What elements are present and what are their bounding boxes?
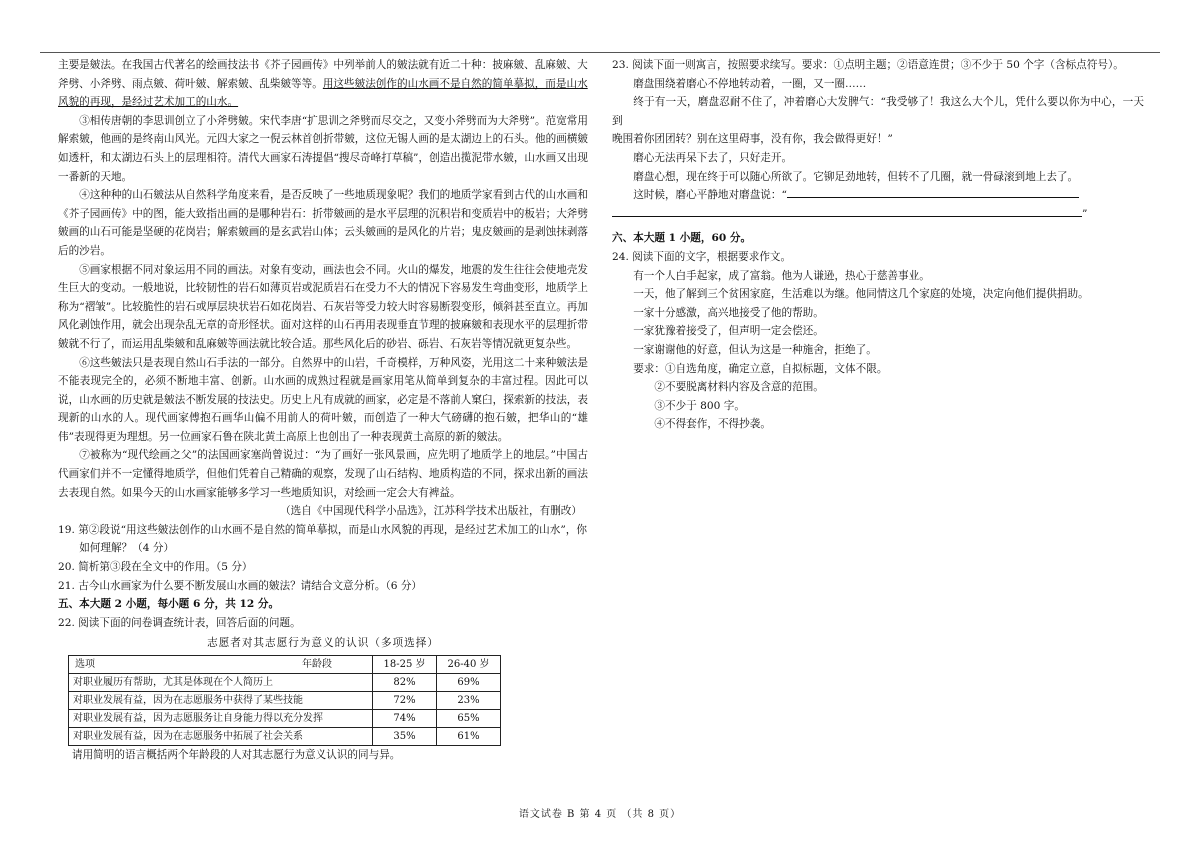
survey-table xyxy=(68,655,501,746)
fable-line-1: 磨盘围绕着磨心不停地转动着，一圈，又一圈…… xyxy=(633,77,867,90)
question-21: 21. 古今山水画家为什么要不断发展山水画的皴法？请结合文意分析。（6 分） xyxy=(58,579,423,592)
section-6-heading: 六、本大题 1 小题，60 分。 xyxy=(612,232,752,245)
closing-quote: ” xyxy=(1082,207,1088,220)
question-23: 23. 阅读下面一则寓言，按照要求续写。要求：①点明主题；②语意连贯；③不少于 50 个字（含标点符号）。 xyxy=(612,59,1124,71)
requirement-1 xyxy=(612,360,1144,379)
question-22: 22. 阅读下面的问卷调查统计表，回答后面的问题。 xyxy=(58,616,301,629)
question-24: 24. 阅读下面的文字，根据要求作文。 xyxy=(612,250,792,263)
paragraph-2-line-3 xyxy=(58,93,588,112)
section-5-heading: 五、本大题 2 小题，每小题 6 分，共 12 分。 xyxy=(58,598,280,611)
fable-line-2a: 终于有一天，磨盘忍耐不住了，冲着磨心大发脾气：“我受够了！我这么大个儿，凭什么要以你为中心，一天到 xyxy=(612,96,1144,127)
requirement-4: ④不得套作，不得抄袭。 xyxy=(654,418,771,431)
fable-ending-prompt: 这时候，磨心平静地对磨盘说：“ xyxy=(633,189,787,202)
paragraph-4: ④这种种的山石皴法从自然科学角度来看，是否反映了一些地质现象呢？我们的地质学家看到古代的山水画和《芥子园画传》中的图，能大致指出画的是哪种岩石：折带皴画的是水平层理的沉积岩和变质岩中的板岩；大斧劈皴画的山石可能是坚硬的花岗岩；解索皴画的是玄武岩山体；云头皴画的是风化的片岩；鬼皮皴画的是剥蚀抹剥落后的沙岩。 xyxy=(58,189,588,257)
fable-line-3: 磨心无法再呆下去了，只好走开。 xyxy=(633,151,793,164)
right-column xyxy=(612,56,1144,434)
material-line-2: 一天，他了解到三个贫困家庭，生活难以为继。他同情这几个家庭的处境，决定向他们提供捐助。 xyxy=(633,288,1089,301)
underlined-sentence-part-1: 用这些皴法创作的山水画不是自然的简单摹拟，而是山水 xyxy=(322,77,588,90)
page-footer: 语文试卷 B 第 4 页 （共 8 页） xyxy=(518,809,682,820)
fable-answer-line xyxy=(612,205,1144,224)
row-label: 对职业发展有益，因为志愿服务让自身能力得以充分发挥 xyxy=(69,710,373,728)
paragraph-2-text: 斧劈、小斧劈、雨点皴、荷叶皴、解索皴、乱柴皴等等。 xyxy=(58,77,323,90)
underlined-sentence-part-2: 风貌的再现，是经过艺术加工的山水。 xyxy=(58,96,239,109)
table-row xyxy=(69,692,501,710)
left-column xyxy=(58,56,588,765)
answer-blank-1 xyxy=(787,197,1079,198)
material-line-4: 一家犹豫着接受了，但声明一定会偿还。 xyxy=(633,325,824,338)
row-value-18-25: 74% xyxy=(373,710,437,728)
header-col-26-40: 26-40 岁 xyxy=(437,656,501,674)
fable-line-5 xyxy=(612,186,1144,205)
source-citation: （选自《中国现代科学小品选》，江苏科学技术出版社，有删改） xyxy=(280,505,582,518)
paragraph-3: ③相传唐朝的李思训创立了小斧劈皴。宋代李唐“扩思训之斧劈而尽交之，又变小斧劈而为大斧劈”。范宽常用解索皴，他画的是终南山风光。元四大家之一倪云林首创折带皴，这位无锡人画的是太湖边上的石头。他的画横皴如透杆，和太湖边石头上的层理相符。清代大画家石涛提倡“搜尽奇峰打草稿”，创造出揽泥带水皴，山水画又出现一番新的天地。 xyxy=(58,114,588,183)
header-col-18-25: 18-25 岁 xyxy=(373,656,437,674)
fable-line-4: 磨盘心想，现在终于可以随心所欲了。它铆足劲地转，但转不了几圈，就一骨碌滚到地上去了。 xyxy=(633,170,1079,183)
table-header-option-age xyxy=(69,656,373,674)
question-20: 20. 简析第③段在全文中的作用。（5 分） xyxy=(58,561,253,574)
material-line-5: 一家谢谢他的好意，但认为这是一种施舍，拒绝了。 xyxy=(633,343,877,356)
table-caption: 志愿者对其志愿行为意义的认识（多项选择） xyxy=(207,637,439,650)
paragraph-7: ⑦被称为“现代绘画之父”的法国画家塞尚曾说过：“为了画好一张风景画，应先明了地质学上的地层。”中国古代画家们并不一定懂得地质学，但他们凭着自己精确的观察，发现了山石结构、地质构造的不同，探求出新的画法去表现自然。如果今天的山水画家能够多学习一些地质知识，对绘画一定会大有裨益。 xyxy=(58,449,588,499)
header-option: 选项 xyxy=(75,659,95,670)
paragraph-6: ⑥这些皴法只是表现自然山石手法的一部分。自然界中的山岩，千奇模样，万种风姿，光用这二十来种皴法是不能表现完全的，必须不断地丰富、创新。山水画的成熟过程就是画家用笔从简单到复杂的丰富过程。因此可以说，山水画的历史就是皴法不断发展的技法史。历史上凡有成就的画家，必定是不落前人窠臼，探索新的技法，表现新的山水的人。现代画家傅抱石画华山偏不用前人的荷叶皴，而创造了一种大气磅礴的抱石皴，把华山的“雄伟”表现得更为理想。另一位画家石鲁在陕北黄土高原上也创出了一种表现黄土高原的新的皴法。 xyxy=(58,356,588,443)
requirement-3: ③不少于 800 字。 xyxy=(654,399,745,412)
fable-line-2b: 晚围着你团团转？别在这里碍事，没有你，我会做得更好！” xyxy=(612,133,893,146)
header-rule xyxy=(40,52,1160,53)
question-19-line-2: 如何理解？（4 分） xyxy=(79,542,175,555)
requirement-label: 要求： xyxy=(633,362,665,375)
row-value-26-40: 61% xyxy=(437,728,501,746)
paragraph-2-line-1: 主要是皴法。在我国古代著名的绘画技法书《芥子园画传》中列举前人的皴法就有近二十种：披麻皴、乱麻皴、大 xyxy=(58,59,588,71)
row-value-26-40: 69% xyxy=(437,674,501,692)
requirement-2: ②不要脱离材料内容及含意的范围。 xyxy=(654,381,824,394)
question-22-instruction: 请用简明的语言概括两个年龄段的人对其志愿行为意义认识的同与异。 xyxy=(72,749,401,761)
table-header-row xyxy=(69,656,501,674)
material-line-3: 一家十分感激，高兴地接受了他的帮助。 xyxy=(633,306,824,319)
row-label: 对职业发展有益，因为在志愿服务中获得了某些技能 xyxy=(69,692,373,710)
table-row xyxy=(69,710,501,728)
question-19-line-1: 19. 第②段说“用这些皴法创作的山水画不是自然的简单摹拟，而是山水风貌的再现，是经过艺术加工的山水”，你 xyxy=(58,523,587,536)
row-label: 对职业履历有帮助，尤其是体现在个人简历上 xyxy=(69,674,373,692)
row-value-26-40: 65% xyxy=(437,710,501,728)
paragraph-5: ⑤画家根据不同对象运用不同的画法。对象有变动，画法也会不同。火山的爆发，地震的发生往往会使地壳发生巨大的变动。一般地说，比较韧性的岩石如薄页岩或泥质岩石在受力不大的情况下容易发生弯曲变形，地质学上称为“褶皱”。比较脆性的岩石或厚层块状岩石如花岗岩、石灰岩等受力较大时容易断裂变形，倾斜甚至直立。再加风化剥蚀作用，就会出现杂乱无章的奇形怪状。面对这样的山石再用表现垂直节理的披麻皴和表现水平的层理折带皴就不行了，而运用乱柴皴和乱麻皴等画法就比较合适。那些风化后的砂岩、砾岩、石灰岩等情况就更复杂些。 xyxy=(58,263,588,350)
material-line-1: 有一个人白手起家，成了富翁。他为人谦逊，热心于慈善事业。 xyxy=(633,269,930,282)
row-value-26-40: 23% xyxy=(437,692,501,710)
row-value-18-25: 72% xyxy=(373,692,437,710)
table-row xyxy=(69,728,501,746)
answer-blank-2 xyxy=(612,216,1082,217)
row-value-18-25: 82% xyxy=(373,674,437,692)
row-value-18-25: 35% xyxy=(373,728,437,746)
paragraph-2-line-2 xyxy=(58,75,588,94)
requirement-1-text: ①自选角度，确定立意，自拟标题，文体不限。 xyxy=(664,362,888,375)
table-row xyxy=(69,674,501,692)
row-label: 对职业发展有益，因为在志愿服务中拓展了社会关系 xyxy=(69,728,373,746)
header-age: 年龄段 xyxy=(302,659,332,670)
